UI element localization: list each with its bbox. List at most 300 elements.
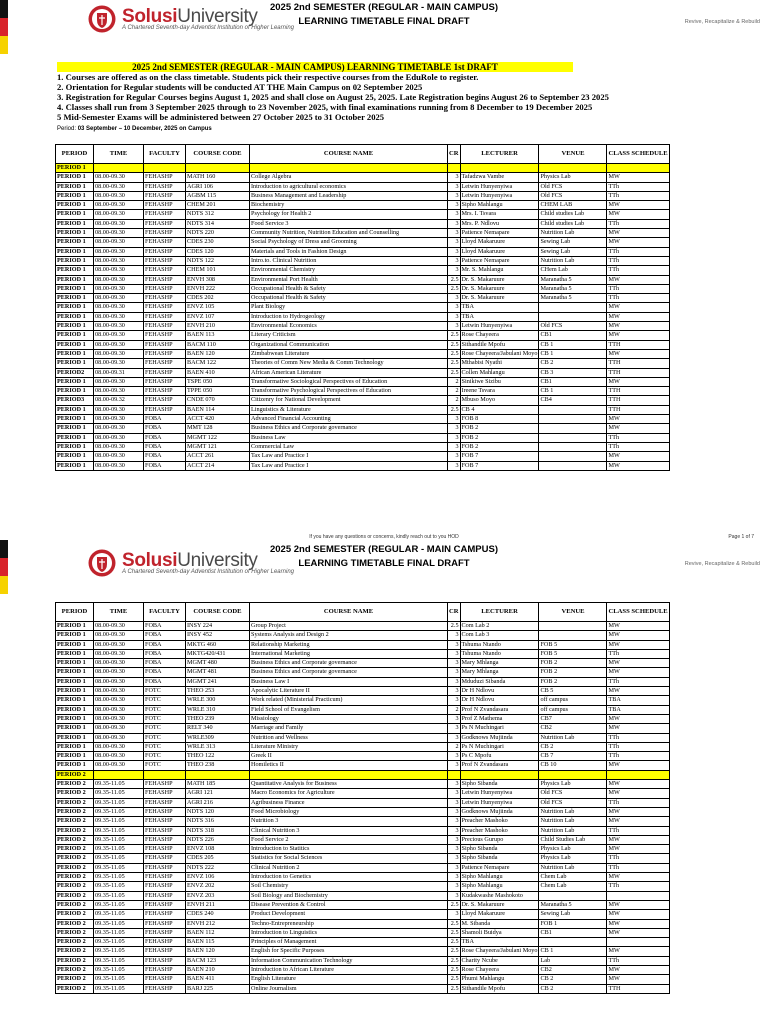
cell-course-name: Introduction to Hydrogeology (250, 312, 448, 321)
table-row (56, 201, 670, 210)
cell-course-name: Psychology for Health 2 (250, 210, 448, 219)
cell-period: PERIOD 1 (56, 322, 94, 331)
cell-faculty: FEHASHP (144, 238, 186, 247)
cell-time: 08.00-09.30 (94, 405, 144, 414)
cell-period: PERIOD 2 (56, 975, 94, 984)
section-cell: PERIOD 2 (56, 770, 94, 779)
cell-faculty: FEHASHP (144, 835, 186, 844)
cell-time: 08.00-09.30 (94, 201, 144, 210)
cell-venue: Old FCS (539, 182, 607, 191)
page-break (0, 500, 768, 530)
cell-faculty: FEHASHP (144, 275, 186, 284)
table-row (56, 219, 670, 228)
cell-course-code: NDTS 316 (186, 817, 250, 826)
cell-course-name: Work related (Ministerial Practicum) (250, 696, 448, 705)
table-row (56, 798, 670, 807)
cell-lecturer: Patience Nemapare (460, 863, 539, 872)
timetable-table (55, 144, 670, 471)
cell-course-name: Environmental Economics (250, 322, 448, 331)
cell-credits: 2 (448, 396, 461, 405)
cell-credits: 3 (448, 649, 461, 658)
cell-lecturer: Mthabisi Nyathi (460, 359, 539, 368)
cell-venue: Lab (539, 956, 607, 965)
cell-venue (539, 424, 607, 433)
cell-lecturer: FOB 8 (460, 415, 539, 424)
cell-schedule: TTh (607, 798, 669, 807)
cell-time: 08.00-09.30 (94, 640, 144, 649)
cell-schedule: TTh (607, 752, 669, 761)
cell-course-code: AGBM 115 (186, 191, 250, 200)
table-row (56, 789, 670, 798)
cell-faculty: FOBA (144, 442, 186, 451)
cell-faculty: FEHASHP (144, 284, 186, 293)
cell-course-name: Organizational Communication (250, 340, 448, 349)
cell-course-name: Intro.to. Clinical Nutrition (250, 256, 448, 265)
cell-schedule: MW (607, 910, 669, 919)
cell-faculty: FOTC (144, 696, 186, 705)
cell-venue: Nutrition Lab (539, 817, 607, 826)
cell-period: PERIOD 2 (56, 928, 94, 937)
cell-faculty: FEHASHP (144, 984, 186, 993)
cell-time: 08.00-09.30 (94, 256, 144, 265)
cell-course-name: Macro Economics for Agriculture (250, 789, 448, 798)
cell-schedule: TTh (607, 284, 669, 293)
cell-period: PERIOD 2 (56, 891, 94, 900)
cell-schedule: MW (607, 349, 669, 358)
cell-lecturer: Godknows Mujiinda (460, 807, 539, 816)
cell-schedule: TBA (607, 705, 669, 714)
column-header-credits: CR (448, 603, 461, 622)
cell-period: PERIOD 1 (56, 761, 94, 770)
timetable-page-2 (0, 530, 768, 1024)
cell-venue: FOB 1 (539, 919, 607, 928)
cell-venue: Chem Lab (539, 873, 607, 882)
cell-course-code: BAEN 410 (186, 368, 250, 377)
cell-course-code: MATH 185 (186, 780, 250, 789)
table-row (56, 659, 670, 668)
cell-lecturer: Sipho Mahlangu (460, 873, 539, 882)
cell-lecturer: Mbuso Moyo (460, 396, 539, 405)
cell-credits: 3 (448, 845, 461, 854)
cell-course-name: Clinical Nutrition 3 (250, 826, 448, 835)
table-row (56, 956, 670, 965)
cell-credits: 3 (448, 312, 461, 321)
cell-period: PERIOD 1 (56, 433, 94, 442)
cell-time: 08.00-09.30 (94, 631, 144, 640)
cell-course-code: NDTS 120 (186, 807, 250, 816)
cell-faculty: FOTC (144, 761, 186, 770)
cell-credits: 3 (448, 452, 461, 461)
cell-credits: 3 (448, 256, 461, 265)
cell-credits: 3 (448, 817, 461, 826)
cell-venue: Sewing Lab (539, 910, 607, 919)
cell-time: 08.00-09.30 (94, 173, 144, 182)
cell-period: PERIOD 1 (56, 331, 94, 340)
table-row (56, 873, 670, 882)
table-row (56, 387, 670, 396)
table-row (56, 396, 670, 405)
cell-course-name: Clinical Nutrition 2 (250, 863, 448, 872)
table-row (56, 752, 670, 761)
note-item: 2. Orientation for Regular students will be conducted AT THE Main Campus on 02 September 2025 (57, 82, 423, 92)
cell-faculty: FEHASHP (144, 798, 186, 807)
cell-course-code: INSY 452 (186, 631, 250, 640)
cell-credits: 3 (448, 247, 461, 256)
column-header-time: TIME (94, 145, 144, 164)
table-row (56, 668, 670, 677)
footer-note: If you have any questions or concerns, kindly reach out to you HOD (309, 534, 459, 540)
table-row (56, 173, 670, 182)
cell-venue: Sewing Lab (539, 238, 607, 247)
cell-period: PERIOD 1 (56, 405, 94, 414)
section-cell (460, 164, 539, 173)
cell-course-code: TSPE 050 (186, 377, 250, 386)
cell-credits: 3 (448, 238, 461, 247)
cell-venue: CB4 (539, 396, 607, 405)
cell-faculty: FOBA (144, 461, 186, 470)
cell-schedule: MW (607, 965, 669, 974)
cell-course-name: Introduction to Genetics (250, 873, 448, 882)
cell-time: 09.35-11.05 (94, 975, 144, 984)
cell-schedule: TTh (607, 649, 669, 658)
cell-period: PERIOD 1 (56, 173, 94, 182)
cell-course-code: ENVH 308 (186, 275, 250, 284)
cell-faculty: FOTC (144, 742, 186, 751)
cell-lecturer: Rose Chayeera/Jabulani Moyo (461, 947, 538, 955)
cell-credits: 3 (448, 696, 461, 705)
section-cell (250, 164, 448, 173)
cell-credits: 2 (448, 742, 461, 751)
cell-venue: CB 2 (539, 975, 607, 984)
cell-credits: 3 (448, 761, 461, 770)
cell-credits: 3 (448, 415, 461, 424)
cell-course-code: BACM 122 (186, 359, 250, 368)
cell-venue: CB1 (539, 928, 607, 937)
cell-venue: FOB 5 (539, 640, 607, 649)
cell-venue: Nutrition Lab (539, 826, 607, 835)
cell-schedule: TTh (607, 677, 669, 686)
cell-period: PERIOD 2 (56, 863, 94, 872)
cell-period: PERIOD 1 (56, 622, 94, 631)
cell-lecturer: Sinikiwe Sizibu (460, 377, 539, 386)
table-row (56, 649, 670, 658)
cell-course-name: Quantitative Analysis for Business (250, 780, 448, 789)
cell-credits: 3 (448, 191, 461, 200)
table-row (56, 687, 670, 696)
cell-venue (539, 312, 607, 321)
table-row (56, 817, 670, 826)
cell-faculty: FOBA (144, 622, 186, 631)
table-row (56, 191, 670, 200)
section-cell (448, 770, 461, 779)
cell-schedule: TBA (607, 696, 669, 705)
cell-credits: 2.5 (448, 975, 461, 984)
section-cell (460, 770, 539, 779)
cell-venue: CB 5 (539, 687, 607, 696)
cell-course-code: BACM 123 (186, 956, 250, 965)
cell-venue: Sewing Lab (539, 247, 607, 256)
cell-time: 08.00-09.30 (94, 229, 144, 238)
cell-venue: CB1 (539, 377, 607, 386)
cell-lecturer: Collen Mahlangu (460, 368, 539, 377)
cell-faculty: FEHASHP (144, 182, 186, 191)
cell-schedule: TTh (607, 182, 669, 191)
cell-time: 08.00-09.30 (94, 294, 144, 303)
cell-course-name: International Marketing (250, 649, 448, 658)
cell-course-name: Missiology (250, 714, 448, 723)
cell-credits: 2.5 (448, 349, 461, 358)
section-cell (448, 164, 461, 173)
cell-faculty: FEHASHP (144, 359, 186, 368)
cell-course-name: Statistics for Social Sciences (250, 854, 448, 863)
cell-schedule: TTH (607, 984, 669, 993)
cell-schedule: MW (607, 201, 669, 210)
cell-faculty: FEHASHP (144, 322, 186, 331)
cell-lecturer: TBA (460, 303, 539, 312)
timetable-page-1 (0, 0, 768, 500)
table-row (56, 359, 670, 368)
cell-venue: CB7 (539, 714, 607, 723)
cell-period: PERIOD 1 (56, 256, 94, 265)
cell-course-code: BAEN 210 (186, 965, 250, 974)
cell-schedule: TTh (607, 854, 669, 863)
cell-lecturer: FOB 2 (460, 424, 539, 433)
cell-time: 08.00-09.30 (94, 424, 144, 433)
table-row (56, 284, 670, 293)
cell-credits: 3 (448, 640, 461, 649)
table-row (56, 622, 670, 631)
cell-venue: Old FCS (539, 798, 607, 807)
cell-course-code: CDES 240 (186, 910, 250, 919)
cell-period: PERIOD 2 (56, 854, 94, 863)
cell-lecturer: Mr. S. Mahlangu (460, 266, 539, 275)
table-row (56, 696, 670, 705)
cell-course-code: ENVH 222 (186, 284, 250, 293)
cell-course-name: Principles of Management (250, 938, 448, 947)
cell-course-name: Theories of Comm New Media & Comm Technology (250, 359, 448, 368)
cell-period: PERIOD 1 (56, 424, 94, 433)
cell-schedule: MW (607, 210, 669, 219)
cell-faculty: FEHASHP (144, 780, 186, 789)
cell-time: 09.35-11.05 (94, 984, 144, 993)
cell-course-code: BAEN 120 (186, 349, 250, 358)
cell-course-code: BAEN 112 (186, 928, 250, 937)
cell-period: PERIOD 2 (56, 807, 94, 816)
cell-lecturer: Com Lab 2 (460, 622, 539, 631)
timetable-table (55, 602, 670, 994)
cell-venue: Maranatha 5 (539, 284, 607, 293)
cell-course-name: Business Ethics and Corporate governance (250, 659, 448, 668)
cell-credits: 2.5 (448, 984, 461, 993)
cell-schedule: MW (607, 761, 669, 770)
cell-lecturer: Letwin Hunyenyiwa (460, 191, 539, 200)
cell-lecturer: Ps C Mpofu (460, 752, 539, 761)
cell-faculty: FOTC (144, 724, 186, 733)
cell-lecturer: Mduduzi Sibanda (460, 677, 539, 686)
cell-period: PERIOD 1 (56, 359, 94, 368)
cell-venue: off campus (539, 696, 607, 705)
cell-time: 08.00-09.30 (94, 191, 144, 200)
cell-venue: Old FCS (539, 789, 607, 798)
cell-credits: 2.5 (448, 359, 461, 368)
cell-time: 08.00-09.30 (94, 649, 144, 658)
cell-schedule: TTH (607, 368, 669, 377)
cell-credits: 2.5 (448, 919, 461, 928)
table-row (56, 294, 670, 303)
cell-period: PERIOD 2 (56, 965, 94, 974)
cell-period: PERIOD 2 (56, 938, 94, 947)
cell-course-code: ENVZ 105 (186, 303, 250, 312)
cell-lecturer: Tshuma Ntando (460, 649, 539, 658)
cell-period: PERIOD 2 (56, 873, 94, 882)
cell-course-name: Greek II (250, 752, 448, 761)
cell-period: PERIOD 1 (56, 742, 94, 751)
cell-lecturer: Ps N Muchingari (460, 742, 539, 751)
table-row (56, 631, 670, 640)
cell-lecturer: Godknows Mujiinda (460, 733, 539, 742)
cell-schedule: MW (607, 919, 669, 928)
cell-course-code: WRLE 300 (186, 696, 250, 705)
table-row (56, 256, 670, 265)
cell-period: PERIOD 2 (56, 798, 94, 807)
cell-period: PERIOD 1 (56, 191, 94, 200)
cell-course-code: MGMT 121 (186, 442, 250, 451)
column-header-period: PERIOD (56, 603, 94, 622)
cell-lecturer: Rose Chayeera/Jabulani Moyo (461, 349, 538, 357)
cell-faculty: FEHASHP (144, 229, 186, 238)
table-row (56, 807, 670, 816)
cell-lecturer: Dr H Ndlovu (460, 687, 539, 696)
cell-venue: Physics Lab (539, 845, 607, 854)
cell-period: PERIOD 1 (56, 442, 94, 451)
cell-time: 09.35-11.05 (94, 845, 144, 854)
cell-lecturer: Charity Ncube (460, 956, 539, 965)
cell-faculty: FOTC (144, 687, 186, 696)
cell-credits: 3 (448, 891, 461, 900)
cell-schedule: MW (607, 631, 669, 640)
cell-course-code: ENVZ 106 (186, 873, 250, 882)
cell-time: 08.00-09.30 (94, 238, 144, 247)
cell-credits: 2.5 (448, 900, 461, 909)
cell-faculty: FOBA (144, 433, 186, 442)
cell-schedule: MW (607, 789, 669, 798)
cell-venue: FOB 5 (539, 649, 607, 658)
cell-period: PERIOD 1 (56, 668, 94, 677)
cell-course-name: Transformative Sociological Perspectives of Education (250, 377, 448, 386)
cell-lecturer: Phumi Mahlangu (460, 975, 539, 984)
cell-venue: CHEM LAB (539, 201, 607, 210)
cell-lecturer: Prof Z Mathema (460, 714, 539, 723)
university-name: SolusiUniversity (122, 550, 258, 571)
cell-course-code: CHEM 101 (186, 266, 250, 275)
cell-venue: Nutrition Lab (539, 807, 607, 816)
cell-course-code: CDES 230 (186, 238, 250, 247)
cell-course-name: Zimbabwean Literature (250, 349, 448, 358)
cell-faculty: FEHASHP (144, 965, 186, 974)
cell-lecturer: Prof N Zvandasara (460, 705, 539, 714)
cell-credits: 3 (448, 659, 461, 668)
cell-course-code: AGRI 106 (186, 182, 250, 191)
cell-course-code: AGRI 121 (186, 789, 250, 798)
draft-banner: 2025 2nd SEMESTER (REGULAR - MAIN CAMPUS) LEARNING TIMETABLE 1st DRAFT (57, 62, 573, 72)
cell-faculty: FEHASHP (144, 219, 186, 228)
page-title-line1: 2025 2nd SEMESTER (REGULAR - MAIN CAMPUS) (269, 2, 499, 13)
cell-time: 09.35-11.05 (94, 789, 144, 798)
cell-credits: 2.5 (448, 331, 461, 340)
cell-time: 09.35-11.05 (94, 863, 144, 872)
cell-period: PERIOD 1 (56, 677, 94, 686)
cell-venue (539, 442, 607, 451)
cell-lecturer: Mrs. I. Tsvara (460, 210, 539, 219)
cell-lecturer: Sithandile Mpofu (460, 984, 539, 993)
cell-period: PERIOD 2 (56, 910, 94, 919)
cell-lecturer: Sithandile Mpofu (460, 340, 539, 349)
table-row (56, 742, 670, 751)
cell-lecturer: Mrs. P. Ndlovu (460, 219, 539, 228)
cell-period: PERIOD 1 (56, 649, 94, 658)
section-cell (186, 164, 250, 173)
cell-faculty: FEHASHP (144, 256, 186, 265)
table-row (56, 405, 670, 414)
cell-credits: 2.5 (448, 956, 461, 965)
table-header-row (56, 603, 670, 622)
cell-course-name: Food Service 3 (250, 219, 448, 228)
cell-faculty: FEHASHP (144, 294, 186, 303)
cell-venue: CB 2 (539, 359, 607, 368)
cell-schedule: MW (607, 424, 669, 433)
cell-schedule: TTh (607, 433, 669, 442)
cell-period: PERIOD 2 (56, 984, 94, 993)
cell-course-name: Tax Law and Practice I (250, 452, 448, 461)
cell-time: 08.00-09.30 (94, 415, 144, 424)
cell-venue (539, 938, 607, 947)
cell-venue: CB 1 (539, 387, 607, 396)
cell-lecturer: Dr. S. Makaruure (460, 900, 539, 909)
column-header-faculty: FACULTY (144, 145, 186, 164)
cell-time: 08.00-09.30 (94, 219, 144, 228)
cell-course-name: Systems Analysis and Design 2 (250, 631, 448, 640)
cell-venue: CB2 (539, 965, 607, 974)
cell-period: PERIOD 1 (56, 349, 94, 358)
cell-course-code: CNDE 070 (186, 396, 250, 405)
cell-course-name: Occupational Health & Safety (250, 294, 448, 303)
cell-course-code: CDES 205 (186, 854, 250, 863)
cell-period: PERIOD 1 (56, 201, 94, 210)
table-row (56, 322, 670, 331)
section-cell (250, 770, 448, 779)
cell-faculty: FEHASHP (144, 845, 186, 854)
cell-credits: 3 (448, 182, 461, 191)
cell-time: 08.00-09.30 (94, 677, 144, 686)
cell-period: PERIOD 2 (56, 947, 94, 956)
cell-lecturer: CB 4 (460, 405, 539, 414)
cell-lecturer: Com Lab 3 (460, 631, 539, 640)
table-row (56, 368, 670, 377)
cell-lecturer: Preacher Mashoko (460, 817, 539, 826)
cell-time: 08.00-09.30 (94, 742, 144, 751)
cell-course-code: ENVZ 107 (186, 312, 250, 321)
cell-credits: 3 (448, 752, 461, 761)
cell-faculty: FEHASHP (144, 303, 186, 312)
cell-period: PERIOD 1 (56, 210, 94, 219)
cell-period: PERIOD 1 (56, 640, 94, 649)
university-tagline: A Chartered Seventh-day Adventist Institution of Higher Learning (122, 569, 294, 575)
table-row (56, 835, 670, 844)
cell-time: 08.00-09.30 (94, 377, 144, 386)
cell-schedule: TTh (607, 826, 669, 835)
cell-course-name: Commercial Law (250, 442, 448, 451)
cell-schedule: MW (607, 238, 669, 247)
